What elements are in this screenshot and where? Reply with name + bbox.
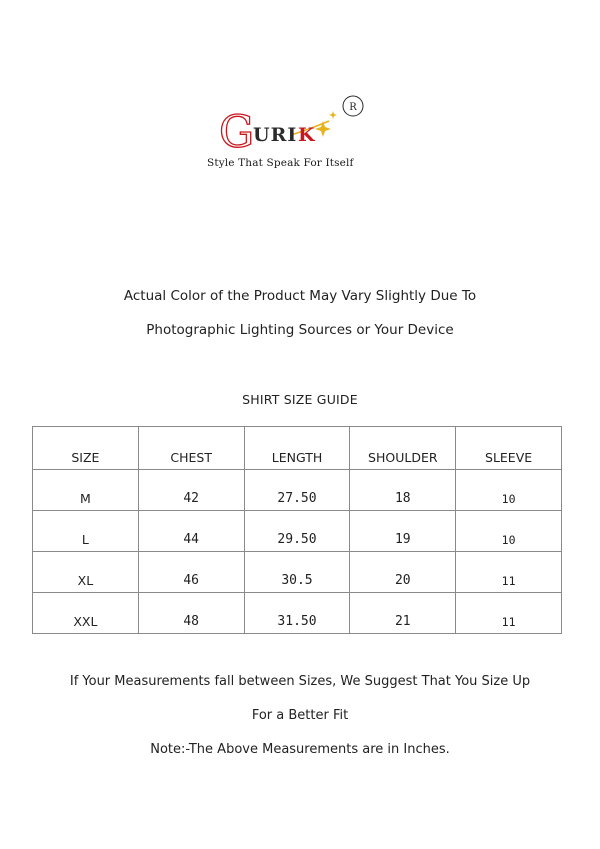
cell-sleeve: 10 — [456, 470, 562, 511]
cell-length: 31.50 — [244, 593, 350, 634]
cell-length: 29.50 — [244, 511, 350, 552]
note-units: Note:-The Above Measurements are in Inches. — [150, 742, 450, 757]
cell-size: XXL — [33, 593, 139, 634]
cell-sleeve: 11 — [456, 593, 562, 634]
cell-chest: 46 — [138, 552, 244, 593]
logo-letters-uri: URI — [253, 124, 298, 146]
cell-length: 30.5 — [244, 552, 350, 593]
header-shoulder: SHOULDER — [350, 427, 456, 470]
size-guide-title: SHIRT SIZE GUIDE — [242, 392, 358, 407]
table-header-row — [33, 427, 562, 470]
table-row — [33, 511, 562, 552]
table-row — [33, 470, 562, 511]
cell-chest: 42 — [138, 470, 244, 511]
registered-mark: R — [349, 102, 357, 113]
cell-sleeve: 10 — [456, 511, 562, 552]
logo-letter-g: G — [219, 107, 255, 158]
note-size-up: If Your Measurements fall between Sizes, We Suggest That You Size Up — [69, 674, 531, 689]
cell-length: 27.50 — [244, 470, 350, 511]
size-guide-table — [32, 426, 562, 634]
brand-tagline: Style That Speak For Itself — [207, 157, 354, 169]
cell-shoulder: 20 — [350, 552, 456, 593]
small-star-icon — [329, 111, 337, 119]
cell-chest: 44 — [138, 511, 244, 552]
note-better-fit: For a Better Fit — [251, 708, 349, 723]
cell-shoulder: 19 — [350, 511, 456, 552]
header-sleeve: SLEEVE — [456, 427, 562, 470]
cell-sleeve: 11 — [456, 552, 562, 593]
cell-shoulder: 21 — [350, 593, 456, 634]
header-size: SIZE — [33, 427, 139, 470]
cell-chest: 48 — [138, 593, 244, 634]
cell-size: XL — [33, 552, 139, 593]
logo-letter-k: K — [298, 124, 315, 146]
table-row — [33, 552, 562, 593]
cell-size: L — [33, 511, 139, 552]
cell-shoulder: 18 — [350, 470, 456, 511]
cell-size: M — [33, 470, 139, 511]
header-length: LENGTH — [244, 427, 350, 470]
header-chest: CHEST — [138, 427, 244, 470]
disclaimer-line-2: Photographic Lighting Sources or Your Device — [146, 322, 454, 338]
disclaimer-line-1: Actual Color of the Product May Vary Slightly Due To — [123, 288, 477, 304]
table-row — [33, 593, 562, 634]
brand-logo — [205, 95, 380, 175]
